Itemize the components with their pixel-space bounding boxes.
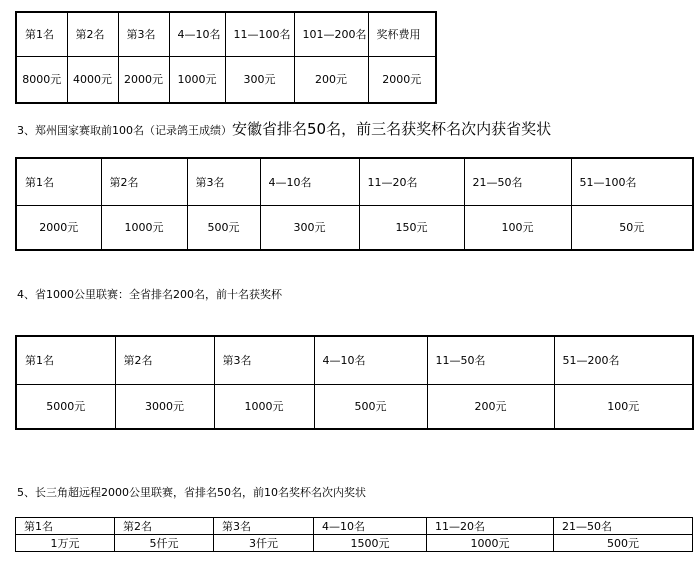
value-cell: 5仟元 (115, 535, 214, 552)
section-5-heading: 5、长三角超远程2000公里联赛，省排名50名，前10名奖杯名次内奖状 (17, 486, 366, 499)
table-header-row (16, 12, 436, 56)
header-cell: 11—100名 (225, 12, 294, 56)
header-cell: 第3名 (118, 12, 169, 56)
value-cell: 200元 (427, 384, 554, 429)
header-cell: 11—20名 (359, 158, 464, 205)
header-cell: 第3名 (187, 158, 260, 205)
value-cell: 3仟元 (214, 535, 314, 552)
prize-table-2 (15, 157, 694, 251)
header-cell: 51—200名 (554, 336, 693, 384)
table-row (16, 205, 693, 250)
table-row (16, 56, 436, 103)
value-cell: 2000元 (118, 56, 169, 103)
section-3-heading (17, 118, 551, 139)
header-cell: 第2名 (101, 158, 187, 205)
value-cell: 2000元 (16, 205, 101, 250)
header-cell: 第1名 (16, 518, 115, 535)
prize-table-1 (15, 11, 437, 104)
header-cell: 4—10名 (169, 12, 225, 56)
prize-table-4 (15, 517, 693, 552)
header-cell: 第1名 (16, 12, 67, 56)
table-row (16, 535, 693, 552)
section-3-large-text: 安徽省排名50名，前三名获奖杯名次内获省奖状 (232, 120, 552, 138)
header-cell: 21—50名 (554, 518, 693, 535)
value-cell: 2000元 (368, 56, 436, 103)
value-cell: 3000元 (115, 384, 214, 429)
header-cell: 4—10名 (260, 158, 359, 205)
section-3-small-text: 3、郑州国家赛取前100名（记录鸽王成绩） (17, 124, 232, 137)
header-cell: 101—200名 (294, 12, 368, 56)
value-cell: 200元 (294, 56, 368, 103)
header-cell: 第2名 (115, 518, 214, 535)
value-cell: 1000元 (101, 205, 187, 250)
value-cell: 50元 (571, 205, 693, 250)
value-cell: 300元 (260, 205, 359, 250)
header-cell: 21—50名 (464, 158, 571, 205)
value-cell: 500元 (314, 384, 427, 429)
value-cell: 500元 (554, 535, 693, 552)
section-4-heading: 4、省1000公里联赛：全省排名200名，前十名获奖杯 (17, 288, 282, 301)
value-cell: 5000元 (16, 384, 115, 429)
header-cell: 第3名 (214, 336, 314, 384)
value-cell: 100元 (464, 205, 571, 250)
value-cell: 100元 (554, 384, 693, 429)
value-cell: 8000元 (16, 56, 67, 103)
header-cell: 第3名 (214, 518, 314, 535)
table-header-row (16, 336, 693, 384)
table-header-row (16, 518, 693, 535)
value-cell: 4000元 (67, 56, 118, 103)
header-cell: 4—10名 (314, 336, 427, 384)
value-cell: 1500元 (314, 535, 427, 552)
value-cell: 1万元 (16, 535, 115, 552)
header-cell: 11—20名 (427, 518, 554, 535)
value-cell: 300元 (225, 56, 294, 103)
header-cell: 第2名 (115, 336, 214, 384)
header-cell: 奖杯费用 (368, 12, 436, 56)
header-cell: 第1名 (16, 158, 101, 205)
header-cell: 第1名 (16, 336, 115, 384)
header-cell: 4—10名 (314, 518, 427, 535)
table-header-row (16, 158, 693, 205)
value-cell: 1000元 (169, 56, 225, 103)
header-cell: 第2名 (67, 12, 118, 56)
value-cell: 1000元 (214, 384, 314, 429)
value-cell: 1000元 (427, 535, 554, 552)
prize-table-3 (15, 335, 694, 430)
value-cell: 500元 (187, 205, 260, 250)
header-cell: 51—100名 (571, 158, 693, 205)
table-row (16, 384, 693, 429)
value-cell: 150元 (359, 205, 464, 250)
header-cell: 11—50名 (427, 336, 554, 384)
